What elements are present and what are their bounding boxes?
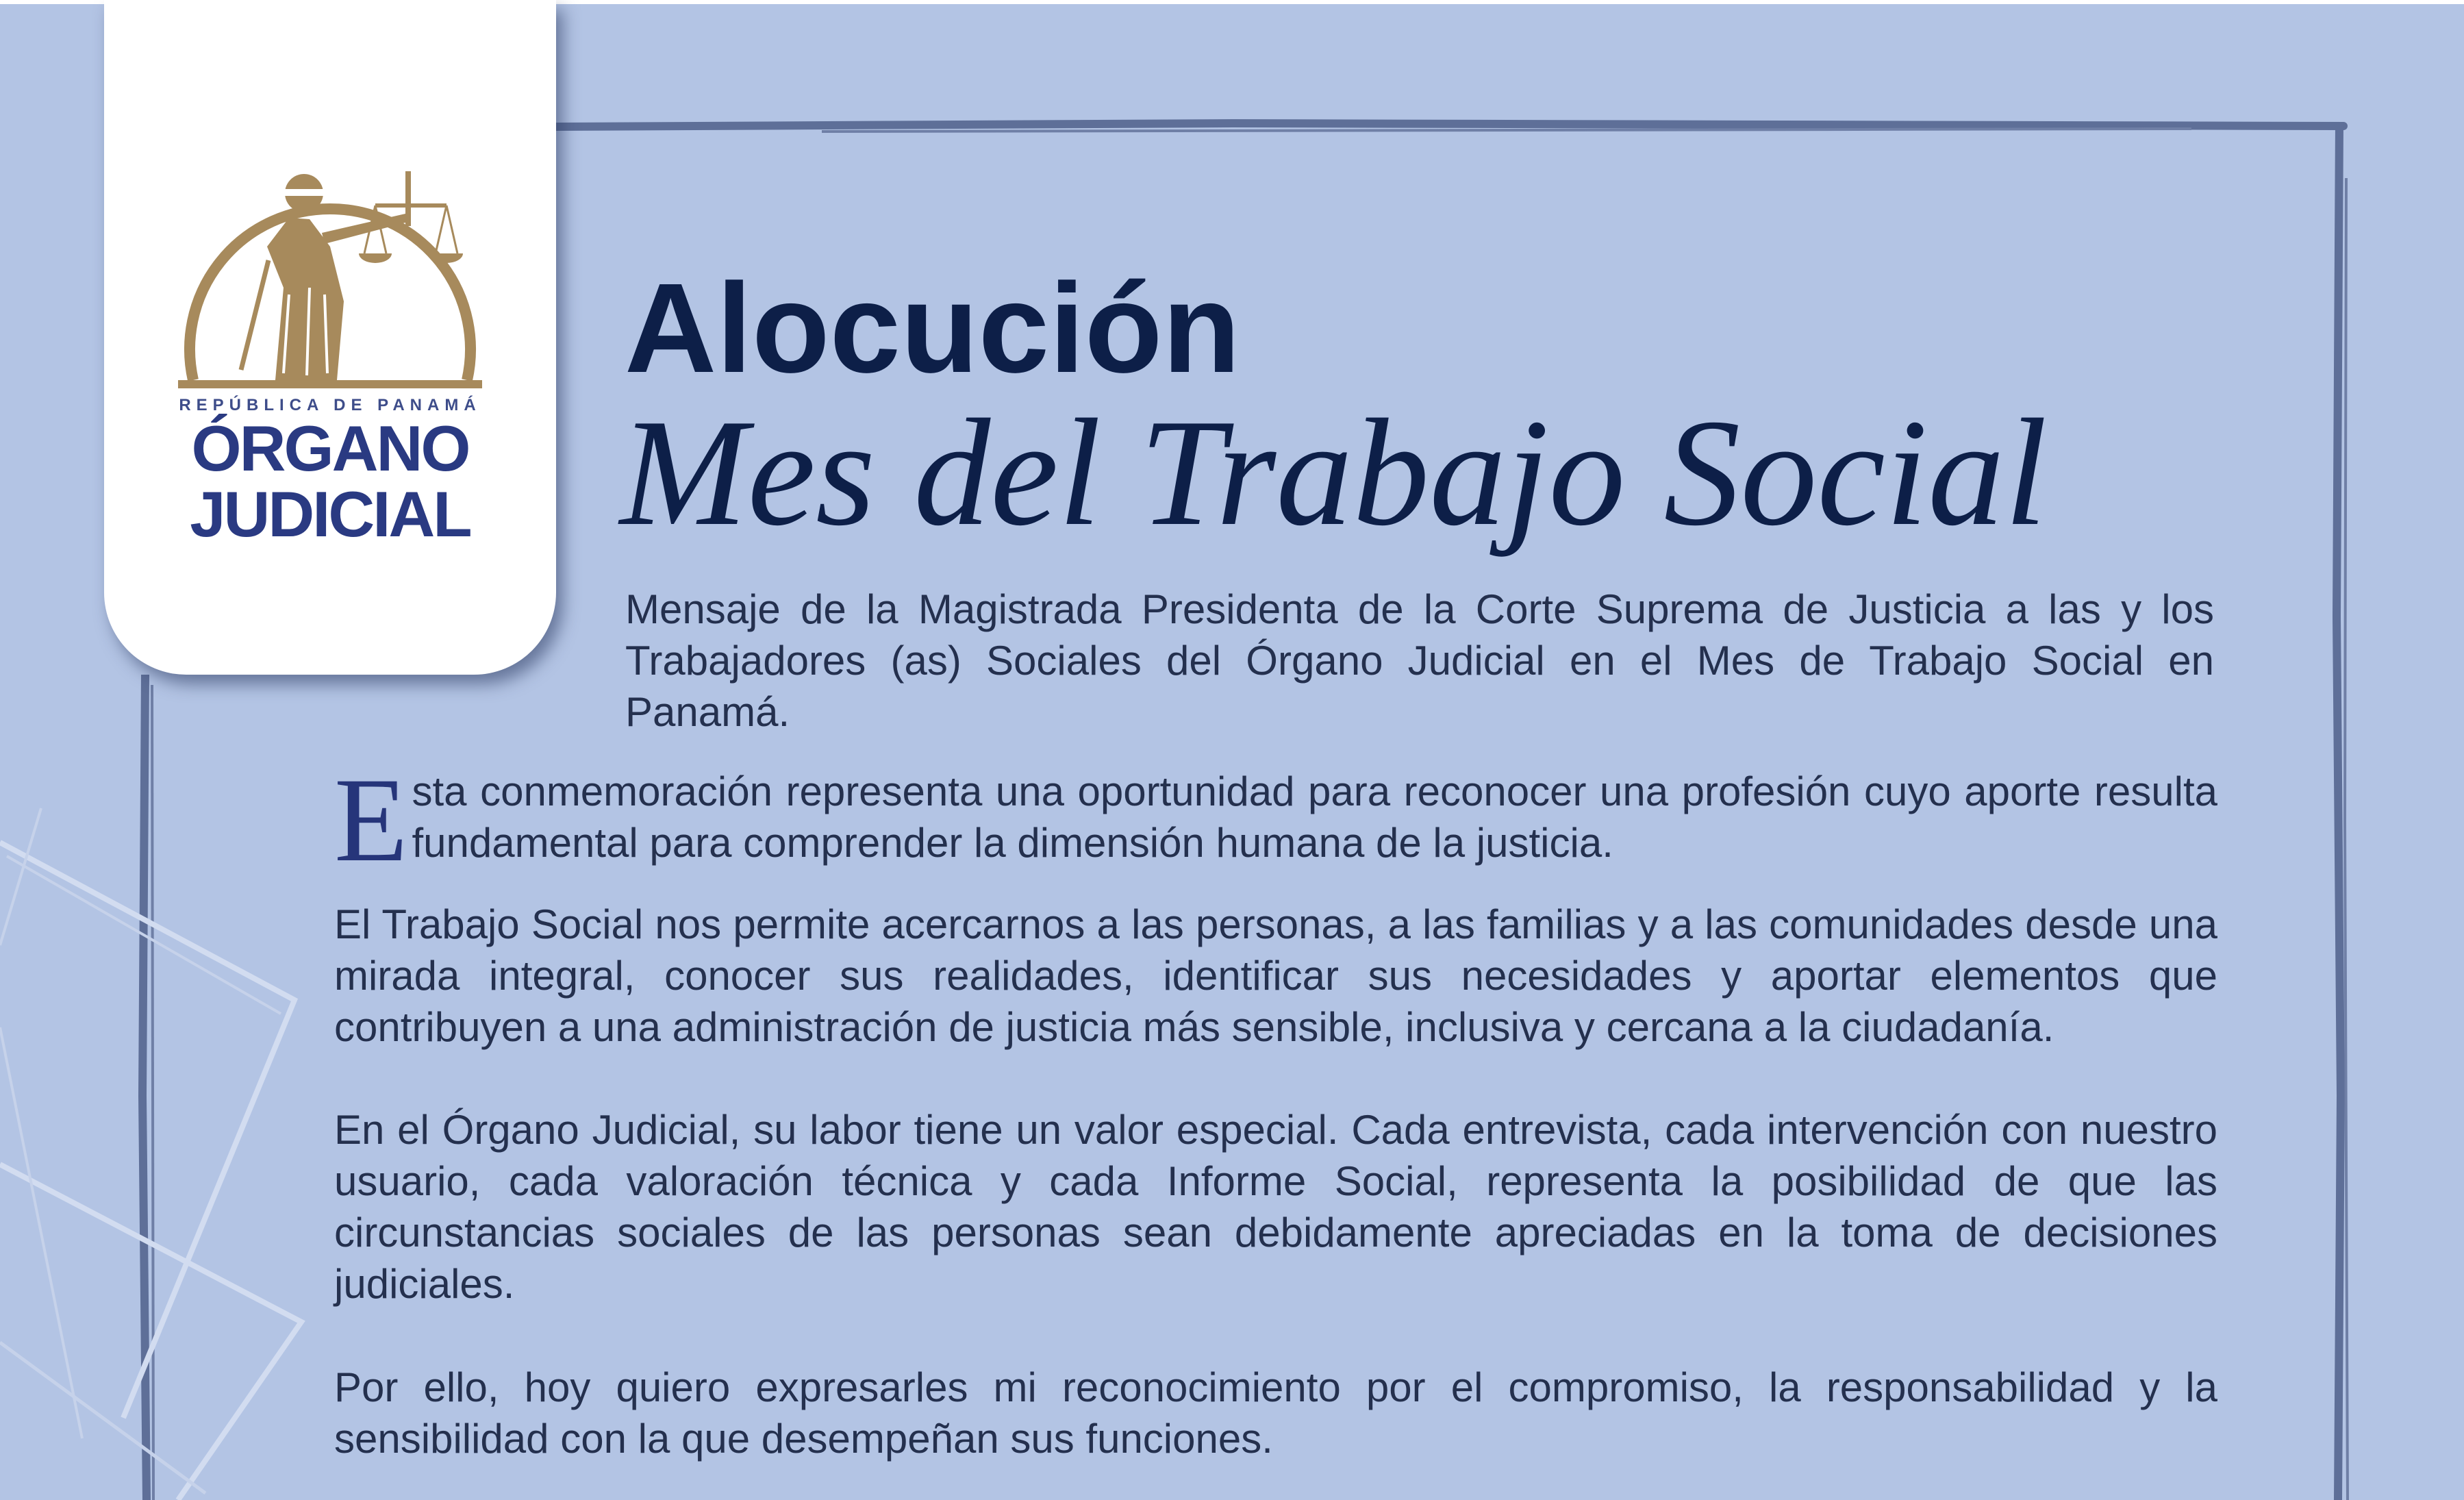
paragraph-4: Por ello, hoy quiero expresarles mi reconocimiento por el compromiso, la responsabilidad y la sensibilidad con la que desempeñan sus funciones. [334, 1364, 2217, 1462]
paragraph-1 [334, 753, 2217, 887]
drop-cap: E [334, 753, 408, 887]
paragraph-1-text: sta conmemoración representa una oportunidad para reconocer una profesión cuyo aporte resulta fundamental para comprender la dimensión humana de la justicia. [412, 768, 2217, 866]
lead-paragraph: Mensaje de la Magistrada Presidenta de la Corte Suprema de Justicia a las y los Trabajadores (as) Sociales del Órgano Judicial en el Mes de Trabajo Social en Panamá. [625, 586, 2214, 735]
page-title: Alocución [625, 258, 1241, 399]
lady-justice-icon [104, 0, 556, 675]
paragraph-3: En el Órgano Judicial, su labor tiene un valor especial. Cada entrevista, cada intervención con nuestro usuario, cada valoración técnica y cada Informe Social, representa la posibilidad de que las circunstancias sociales de las personas sean debidamente apreciadas en la toma de decisiones judiciales. [334, 1107, 2217, 1307]
page-subtitle: Mes del Trabajo Social [620, 388, 2048, 558]
logo-wordmark-line2: JUDICIAL [190, 478, 470, 550]
logo-card [104, 0, 556, 675]
logo-country-label: REPÚBLICA DE PANAMÁ [179, 396, 481, 414]
paragraph-2: El Trabajo Social nos permite acercarnos a las personas, a las familias y a las comunidades desde una mirada integral, conocer sus realidades, identificar sus necesidades y aportar elementos que contribuyen a una administración de justicia más sensible, inclusiva y cercana a la ciudadanía. [334, 901, 2217, 1050]
logo-wordmark-line1: ÓRGANO [191, 412, 469, 484]
